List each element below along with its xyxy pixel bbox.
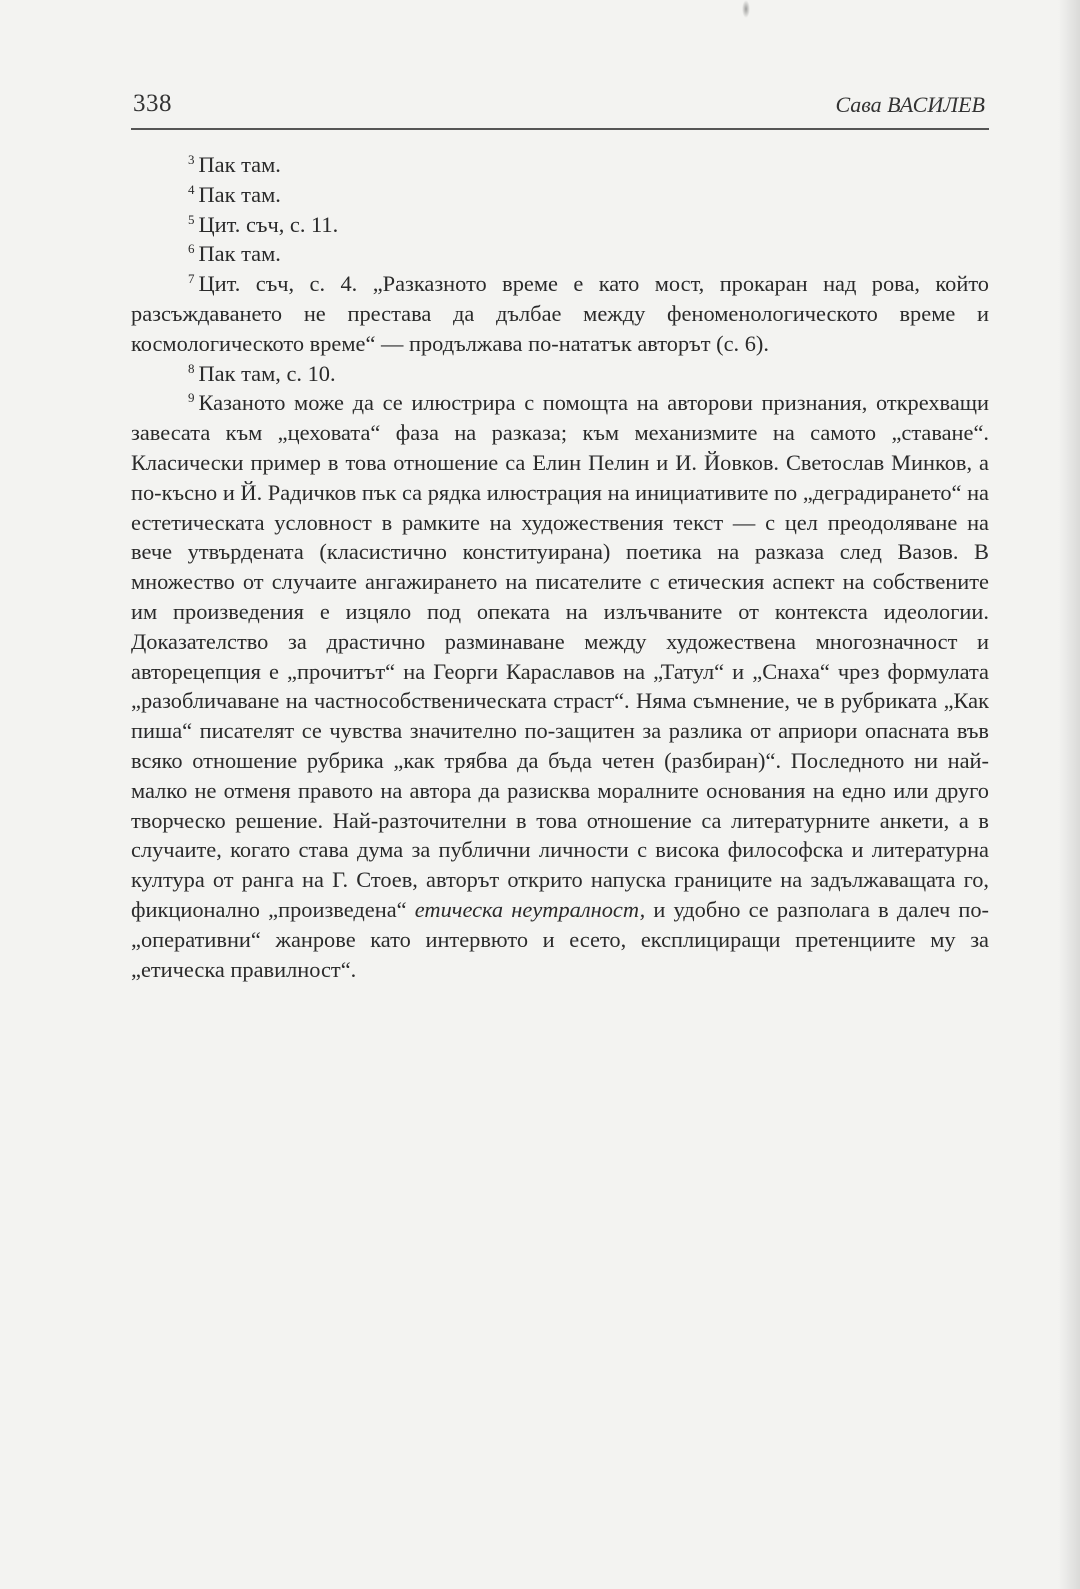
footnote-number: 6 [188, 241, 195, 257]
footnote-text: и удобно се разполага в далеч по-„оперативни“ жанрове като интервюто и есето, експлициращи претенциите му за „етическа правилност“. [131, 896, 990, 982]
footnote-number: 5 [188, 211, 195, 227]
footnote-number: 3 [188, 152, 195, 167]
footnote-3 [131, 150, 989, 180]
page-number: 338 [133, 90, 172, 117]
footnote-text: Казаното може да се илюстрира с помощта на авторови признания, открехващи завесата към „цеховата“ фаза на разказа; към механизмите на самото „ставане“. Класически пример в това отношение са Елин Пелин и И. Йовков. Светослав Минков, а по-късно и Й. Радичков пък са рядка илюстрация на инициативите по „деградирането“ на естетическата условност в рамките на художествения текст — с цел преодоляване на вече утвърдената (класистично конституирана) поетика на разказа след Вазов. В множество от случаите ангажирането на писателите с етическия аспект на собствените им произведения е изцяло под опеката на излъчваните от контекста идеологии. Доказателство за драстично разминаване между художествена многозначност и авторецепция е „прочитът“ на Георги Караславов на „Татул“ и „Снаха“ чрез формулата „разобличаване на частнособственическата страст“. Няма съмнение, че в рубриката „Как пиша“ писателят се чувства значително по-защитен за разлика от априори опасната във всяко отношение рубрика „как трябва да бъда четен (разбиран)“. Последното ни най-малко не отменя правото на автора да разисква моралните основания на едно или друго творческо решение. Най-разточителни в това отношение са литературните анкети, а в случаите, когато става дума за публични личности с висока философска и литературна култура от ранга на Г. Стоев, авторът открито напуска границите на задължаващата го, фикционално „произведена“ [131, 390, 989, 922]
page-header [131, 88, 989, 130]
footnote-5 [131, 210, 989, 240]
footnote-9 [131, 388, 989, 984]
footnotes [131, 150, 989, 984]
footnote-6 [131, 239, 989, 269]
footnote-7 [131, 269, 989, 358]
footnote-4 [131, 180, 989, 210]
footnote-text: Пак там. [198, 152, 281, 177]
footnote-text: Цит. съч, с. 11. [198, 211, 339, 237]
footnote-text: Цит. съч, с. 4. „Разказното време е като мост, прокаран над рова, който разсъждаването не престава да дълбае между феноменологическото време и космологическото време“ — продължава по-нататък авторът (с. 6). [131, 271, 989, 356]
footnote-text: Пак там. [198, 181, 281, 207]
running-head: Сава ВАСИЛЕВ [835, 92, 985, 117]
footnote-text: Пак там, с. 10. [198, 360, 336, 386]
scan-artifact [742, 0, 750, 18]
footnote-number: 7 [188, 271, 195, 287]
footnote-number: 4 [188, 181, 195, 197]
footnote-italic-phrase: етическа неутралност, [414, 896, 646, 922]
footnote-number: 9 [188, 390, 195, 406]
footnote-text: Пак там. [198, 241, 281, 267]
footnote-8 [131, 359, 989, 389]
page-edge-shadow [1058, 0, 1080, 1589]
footnote-number: 8 [188, 360, 195, 376]
